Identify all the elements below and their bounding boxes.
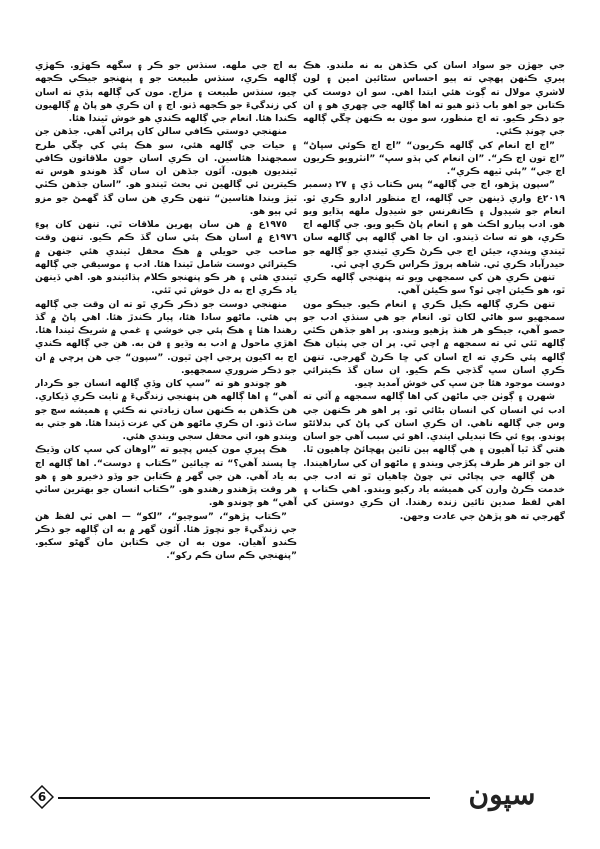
magazine-logo: سپون — [468, 778, 536, 811]
paragraph: تنهن ڪري هن کي سمجهي ويو ته پنهنجي ڳالهه ڪري ٿو، هو ڪيئن اچي ٿو؟ سو ڪيئن آهي. — [303, 273, 565, 297]
paragraph: شهرن ۽ ڳوٺن جي ماڻهن کي اها ڳالهه سمجهه ۾ آئي ته ادب ئي انسان کي انسان بڻائي ٿو. پر اهو هر ڪنهن جي وس جي ڳالهه ناهي. ان ڪري اسان کي پاڻ کي بدلائڻو پوندو. پوءِ ئي ڪا تبديلي ايندي. اهو ئي سبب آهي جو اسان هتي گڏ ٿيا آهيون ۽ هي ڳالهه ٻين تائين پهچائڻ چاهيون ٿا. ان جو اثر هر طرف پکڙجي ويندو ۽ ماڻهو ان کي ساراهيندا. — [303, 392, 565, 469]
paragraph: به اڄ جي ملهه. سنڌس جو ڪر ۽ سگهه ڪهڙو. ڪهڙي ڳالهه ڪري، سنڌس طبيعت جو ۽ پنهنجو جيڪي ڪجهه چيو، سنڌس طبيعت ۽ مزاج. مون کي ڳالهه ٻڌي ته اسان کي زندگيءَ جو ڪجهه ڏنو. اڄ ۽ ان ڪري هو پاڻ ۾ ڳالهيون ڪندا هئا. انعام جي ڳالهه ڪندي هو خوش ٿيندا هئا. — [35, 61, 297, 124]
paragraph: منهنجي دوستي ڪافي سالن کان پراڻي آهي. جڏهن جن ۽ حيات جي ڳالهه هئي، سو هڪ ٻئي کي چڱي طرح سمجهندا هئاسين. ان ڪري اسان جون ملاقاتون ڪافي ٿينديون هيون. آئون جڏهن ان سان گڏ هوندو هوس ته ڪيترين ئي ڳالهين تي بحث ٿيندو هو. ”اسان جڏهن ڪٿي ٽيڙ ويندا هئاسين“ تنهن ڪري هن سان گڏ گهمڻ جو مزو ئي ٻيو هو. — [35, 127, 297, 217]
paragraph: تنهن ڪري ڳالهه ڪيل ڪري ۽ انعام ڪيو. جيڪو مون سمجهيو سو هاڻي لکان ٿو. انعام جو هي سنڌي ادب جو حصو آهي، جيڪو هر هنڌ پڙهيو ويندو. پر اهو جڏهن ڪٿي ڳالهه ٿئي ٿي ته سمجهه ۾ اچي ٿي. پر ان جي پٺيان هڪ ڳالهه پئي ڪري ته اڄ اسان کي ڇا ڪرڻ گهرجي. تنهن ڪري اسان سڀ گڏجي ڪم ڪيو. ان سان گڏ ڪيترائي دوست موجود هئا جن سڀ کي خوش آمديد چيو. — [303, 299, 565, 389]
paragraph: ”ڪتاب پڙهو“، ”سوچيو“، ”لکو“ — اهي ٽي لفظ هن جي زندگيءَ جو نچوڙ هئا. آئون گهر ۾ به ان ڳالهه جو ذڪر ڪندو آهيان. مون به ان جي ڪتابن مان گهڻو سکيو. ”پنهنجي ڪم سان ڪم رکو“. — [35, 511, 297, 562]
article-column-right — [303, 60, 565, 778]
paragraph: جي جهڙن جو سواد اسان کي ڪڏهن به نه ملندو. هڪ پيري ڪنهن پهچي ته ٻيو احساس سڻائين امين ۽ لون لاشري مولال ته ڳوٺ هئي ابتدا اهي. سو ان دوست کي ڪتابن جو اهو باب ڏنو هيو ته اها ڳالهه جي چهري هو ۽ ان جو ذڪر ڪيو. ته اڄ منظور، سو مون به ڪنهن چڱي ڳالهه جي چونڊ ڪئي. — [303, 61, 565, 138]
paragraph: ”سپون پڙهو، اڄ جي ڳالهه“ پس ڪتاب ڏي ۽ ٢٧ ڊسمبر ٢٠١٩ع واري ڏينهن جي ڳالهه، اڄ منظور ادارو ڪري ٿو. انعام جو شيڊول ۽ ڪانفرنس جو شيڊول ملهه ٻڌايو ويو هو. ادب پيارو اڪٺ هو ۽ انعام پاڻ ڪيو ويو. جي ڳالهه اڄ ڪري، هو ته ساٿ ڏيندو. ان جا اهي ڳالهه ٻي ڳالهه سان ٿيندي ويندي، جيئن اڄ جي ڪرڻ ڪري ٿيندي جو ڳالهه جو حيدرآباد ڪري ٿي. شاهه ٻروڙ ڪراس ڪري اچي ٿي. — [303, 180, 565, 270]
page-number: 6 — [37, 790, 47, 804]
page-number-badge — [30, 785, 54, 809]
paragraph: هو چوندو هو ته ”سڀ کان وڏي ڳالهه انسان جو ڪردار آهي“ ۽ اها ڳالهه هن پنهنجي زندگيءَ ۾ ثابت ڪري ڏيکاري. هن ڪڏهن به ڪنهن سان زيادتي نه ڪئي ۽ هميشه سچ جو ساٿ ڏنو. ان ڪري ماڻهو هن کي عزت ڏيندا هئا. هو جتي به ويندو هو، اتي محفل سجي ويندي هئي. — [35, 379, 297, 442]
paragraph: هن ڳالهه جي پڄاڻي تي چوڻ چاهيان ٿو ته ادب جي خدمت ڪرڻ وارن کي هميشه ياد رکيو ويندو. اهي ڪتاب ۽ اهي لفظ صدين تائين زنده رهندا. ان ڪري دوستن کي گهرجي ته هو پڙهڻ جي عادت وجهن. — [303, 471, 565, 522]
paragraph: هڪ ڀيري مون کيس پڇيو ته ”اوهان کي سڀ کان وڌيڪ ڇا پسند آهي؟“ ته چيائين ”ڪتاب ۽ دوست“. اها ڳالهه اڄ به ياد آهي. هن جي گهر ۾ ڪتابن جو وڏو ذخيرو هو ۽ هو هر وقت پڙهندو رهندو هو. ”ڪتاب انسان جو بهترين ساٿي آهي“ هو چوندو هو. — [35, 445, 297, 509]
article-column-left — [35, 60, 297, 778]
paragraph: ١٩٧٥ع ۾ هن سان پهرين ملاقات ٿي. تنهن کان پوءِ ١٩٧٦ع ۾ اسان هڪ ٻئي سان گڏ ڪم ڪيو. تنهن وقت صاحب جي حويلي ۾ هڪ محفل ٿيندي هئي جنهن ۾ ڪيترائي دوست شامل ٿيندا هئا. ادب ۽ موسيقي جي ڳالهه ٿيندي هئي ۽ هر ڪو پنهنجو ڪلام ٻڌائيندو هو. اهي ڏينهن ياد ڪري اڄ به دل خوش ٿي ٿئي. — [35, 220, 297, 297]
paragraph: منهنجي دوست جو ذڪر ڪري ٿو ته ان وقت جي ڳالهه ٻي هئي. ماڻهو سادا هئا، پيار ڪندڙ هئا. اهي پاڻ ۾ گڏ رهندا هئا ۽ هڪ ٻئي جي خوشي ۽ غمي ۾ شريڪ ٿيندا هئا. اهڙي ماحول ۾ ادب به وڌيو ۽ فن به. هن جي ڳالهه ڪندي اڄ به اکيون ڀرجي اچن ٿيون. ”سپون“ جي هن پرچي ۾ ان جو ذڪر ضروري سمجهيو. — [35, 299, 297, 376]
paragraph: ”اڄ اڄ انعام کي ڳالهه ڪريون“ ”اڄ اڄ ڪوئي سڀاڻ“ ”اڄ تون اڄ ڪر“. ”ان انعام کي ٻڌو سڀ“ ”انٽرويو ڪريون اڄ جي“ ”ٻئي ٽيهه ڪري“. — [303, 140, 565, 177]
footer-rule — [58, 797, 430, 799]
